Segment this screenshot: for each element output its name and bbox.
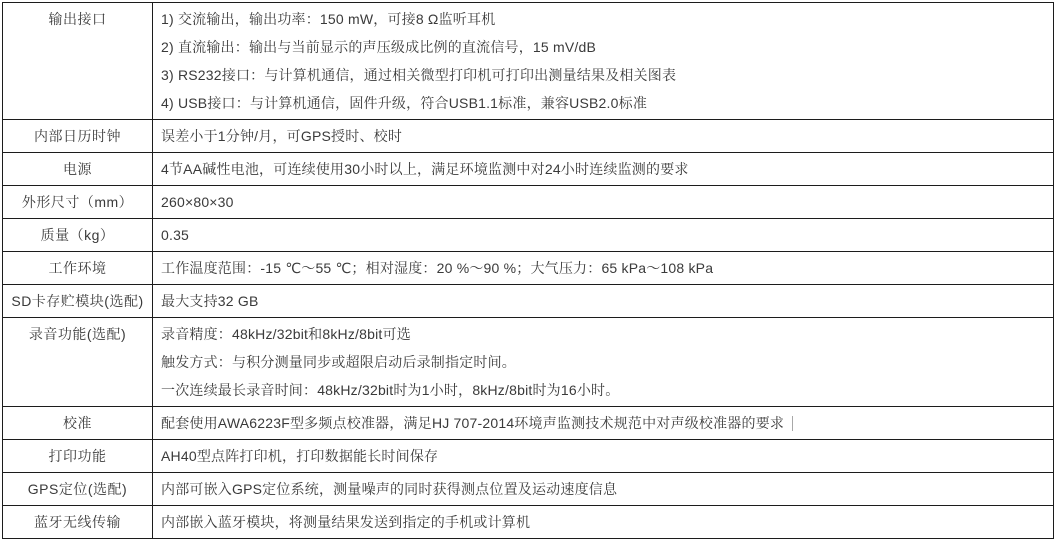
row-label: 输出接口: [48, 11, 107, 27]
row-label: 内部日历时钟: [34, 128, 121, 144]
row-label-cell: [3, 285, 153, 317]
spec-line: 最大支持32 GB: [161, 293, 259, 309]
row-label-cell: [3, 219, 153, 251]
spec-line: 误差小于1分钟/月，可GPS授时、校时: [161, 128, 403, 144]
table-row: [3, 506, 1053, 538]
table-row: [3, 252, 1053, 285]
table-row: [3, 318, 1053, 407]
spec-line: 触发方式：与积分测量同步或超限启动后录制指定时间。: [161, 354, 516, 370]
table-row: [3, 186, 1053, 219]
row-value-cell: [153, 186, 1053, 218]
row-label: 校准: [63, 415, 92, 431]
table-row: [3, 285, 1053, 318]
row-value-cell: [153, 473, 1053, 505]
spec-line: 1) 交流输出，输出功率：150 mW，可接8 Ω监听耳机: [161, 11, 496, 27]
row-label: 外形尺寸（mm）: [21, 194, 134, 210]
row-label: 质量（kg）: [40, 227, 115, 243]
row-value-cell: [153, 285, 1053, 317]
row-value-cell: [153, 506, 1053, 538]
row-label-cell: [3, 252, 153, 284]
row-label: 打印功能: [48, 448, 107, 464]
row-label-cell: [3, 506, 153, 538]
row-value-cell: [153, 252, 1053, 284]
table-row: [3, 120, 1053, 153]
spec-table: [2, 2, 1054, 539]
row-label-cell: [3, 120, 153, 152]
spec-line: 4) USB接口：与计算机通信，固件升级，符合USB1.1标准，兼容USB2.0标准: [161, 95, 648, 111]
row-value-cell: [153, 407, 1053, 439]
row-label-cell: [3, 186, 153, 218]
row-label: 工作环境: [48, 260, 107, 276]
row-value-cell: [153, 3, 1053, 119]
row-label: SD卡存贮模块(选配): [11, 293, 144, 309]
table-row: [3, 3, 1053, 120]
row-label-cell: [3, 318, 153, 406]
spec-line: 内部可嵌入GPS定位系统，测量噪声的同时获得测点位置及运动速度信息: [161, 481, 618, 497]
spec-line: 一次连续最长录音时间：48kHz/32bit时为1小时，8kHz/8bit时为16小时。: [161, 382, 620, 398]
table-row: [3, 219, 1053, 252]
row-label: GPS定位(选配): [27, 481, 128, 497]
spec-line: 内部嵌入蓝牙模块，将测量结果发送到指定的手机或计算机: [161, 514, 531, 530]
spec-line: 3) RS232接口：与计算机通信，通过相关微型打印机可打印出测量结果及相关图表: [161, 67, 677, 83]
row-label: 电源: [63, 161, 92, 177]
row-value-cell: [153, 440, 1053, 472]
table-row: [3, 407, 1053, 440]
row-label-cell: [3, 153, 153, 185]
row-label-cell: [3, 407, 153, 439]
row-label-cell: [3, 473, 153, 505]
row-value-cell: [153, 153, 1053, 185]
spec-line: 2) 直流输出：输出与当前显示的声压级成比例的直流信号，15 mV/dB: [161, 39, 597, 55]
spec-line: 4节AA碱性电池，可连续使用30小时以上，满足环境监测中对24小时连续监测的要求: [161, 161, 689, 177]
text-cursor: [792, 416, 793, 431]
table-row: [3, 440, 1053, 473]
table-row: [3, 473, 1053, 506]
spec-line: [161, 409, 1045, 437]
spec-line: 工作温度范围：-15 ℃～55 ℃；相对湿度：20 %～90 %；大气压力：65 kPa～108 kPa: [161, 260, 714, 276]
table-row: [3, 153, 1053, 186]
spec-line: 录音精度：48kHz/32bit和8kHz/8bit可选: [161, 326, 411, 342]
spec-line-text: 配套使用AWA6223F型多频点校准器，满足HJ 707-2014环境声监测技术规范中对声级校准器的要求: [161, 415, 785, 431]
row-value-cell: [153, 318, 1053, 406]
row-value-cell: [153, 219, 1053, 251]
spec-line: 0.35: [161, 227, 190, 243]
row-label: 录音功能(选配): [28, 326, 127, 342]
row-value-cell: [153, 120, 1053, 152]
row-label: 蓝牙无线传输: [34, 514, 121, 530]
spec-line: AH40型点阵打印机，打印数据能长时间保存: [161, 448, 439, 464]
row-label-cell: [3, 440, 153, 472]
row-label-cell: [3, 3, 153, 119]
spec-line: 260×80×30: [161, 194, 234, 210]
